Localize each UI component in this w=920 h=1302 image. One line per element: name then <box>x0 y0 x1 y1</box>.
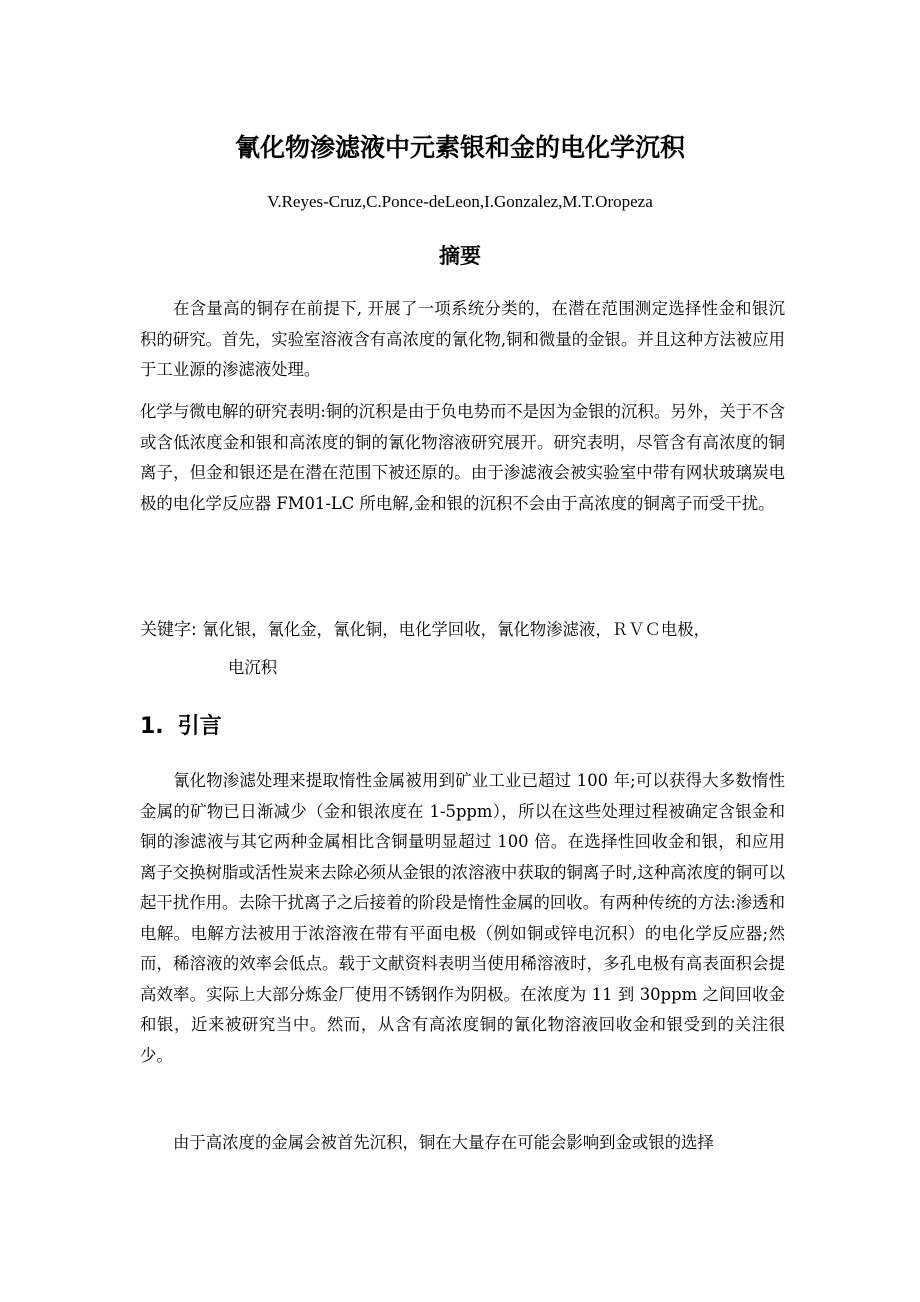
keywords-list: 氰化银，氰化金，氰化铜，电化学回收，氰化物渗滤液，ＲＶＣ电极， <box>201 620 711 639</box>
abstract-heading: 摘要 <box>439 244 481 268</box>
keywords-list-continued: 电沉积 <box>228 658 278 677</box>
introduction-paragraph-1: 氰化物渗滤处理来提取惰性金属被用到矿业工业已超过 100 年;可以获得大多数惰性金属的矿物已日渐减少（金和银浓度在 1-5ppm），所以在这些处理过程被确定含银金和铜的渗滤液与其它两种金属相比含铜量明显超过 100 倍。在选择性回收金和银，和应用离子交换树脂或活性炭来去除必须从金银的浓溶液中获取的铜离子时,这种高浓度的铜可以起干扰作用。去除干扰离子之后接着的阶段是惰性金属的回收。有两种传统的方法:渗透和电解。电解方法被用于浓溶液在带有平面电极（例如铜或锌电沉积）的电化学反应器;然而，稀溶液的效率会低点。载于文献资料表明当使用稀溶液时，多孔电极有高表面积会提高效率。实际上大部分炼金厂使用不锈钢作为阴极。在浓度为 11 到 30ppm 之间回收金和银，近来被研究当中。然而，从含有高浓度铜的氰化物溶液回收金和银受到的关注很少。 <box>140 771 785 1065</box>
section-title: 引言 <box>177 714 222 739</box>
keywords-label: 关键字: <box>140 620 197 640</box>
author-list: V.Reyes-Cruz,C.Ponce-deLeon,I.Gonzalez,M.T.Oropeza <box>267 192 653 211</box>
abstract-paragraph-1: 在含量高的铜存在前提下, 开展了一项系统分类的，在潜在范围测定选择性金和银沉积的研究。首先，实验室溶液含有高浓度的氰化物,铜和微量的金银。并且这种方法被应用于工业源的渗滤液处理。 <box>140 299 785 379</box>
paper-title: 氰化物渗滤液中元素银和金的电化学沉积 <box>234 133 685 162</box>
introduction-paragraph-2: 由于高浓度的金属会被首先沉积，铜在大量存在可能会影响到金或银的选择 <box>173 1133 714 1152</box>
section-number: 1. <box>140 714 164 739</box>
keywords-line <box>140 614 785 646</box>
section-heading-introduction <box>140 710 222 744</box>
abstract-paragraph-2: 化学与微电解的研究表明:铜的沉积是由于负电势而不是因为金银的沉积。另外，关于不含或含低浓度金和银和高浓度的铜的氰化物溶液研究展开。研究表明，尽管含有高浓度的铜离子，但金和银还是在潜在范围下被还原的。由于渗滤液会被实验室中带有网状玻璃炭电极的电化学反应器 FM01-LC 所电解,金和银的沉积不会由于高浓度的铜离子而受干扰。 <box>140 402 785 513</box>
